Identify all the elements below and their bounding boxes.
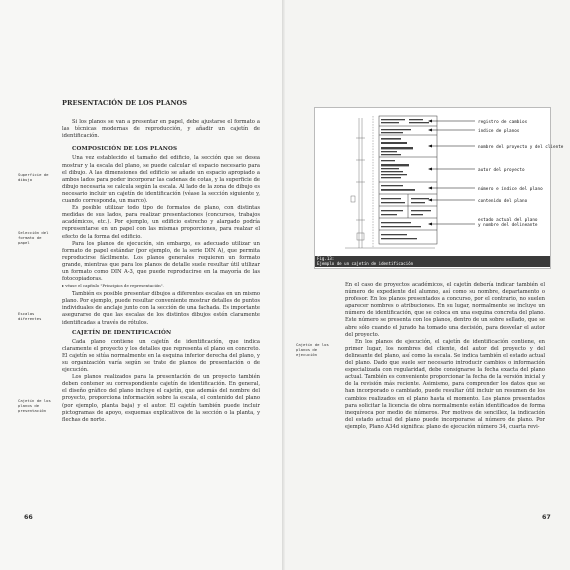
cross-reference: ▸ véase el capítulo "Principios de representación". (62, 283, 164, 289)
paragraph: Los planos realizados para la presentación de un proyecto también deben contener su correspondiente cajetín de identificación. En general, el diseño gráfico del plano incluye el cajetín, que además del nombre del proyecto, proporciona información sobre la escala, el contenido del plano (por ejemplo, planta baja) y el autor. El cajetín también puede incluir pictogramas de apoyo, esquemas explicativos de la sección o la planta, y flechas de norte. (62, 374, 260, 423)
callout-label: índice de planos (478, 129, 520, 134)
callout-label: nombre del proyecto y del cliente (478, 145, 564, 150)
page-number: 66 (24, 514, 33, 521)
callout-label: número e índice del plano (478, 187, 543, 192)
callout-label: autor del proyecto (478, 168, 525, 173)
right-page-text (345, 282, 545, 431)
section-heading-cajetin: CAJETÍN DE IDENTIFICACIÓN (72, 329, 172, 336)
left-page-text (62, 100, 260, 424)
side-note: Cajetín de los planos de presentación (18, 398, 51, 413)
callout-label: contenido del plano (478, 199, 528, 204)
paragraph: Una vez establecido el tamaño del edificio, la sección que se desea mostrar y la escala del plano, se puede calcular el espacio necesario para el dibujo. A las dimensiones del edificio se añade un espacio apropiado a ambos lados para poder incorporar las cadenas de cotas, y la superficie de dibujo necesaria se calcula según la escala. Al lado de la zona de dibujo es necesario incluir un cajetín de identificación (véase la sección siguiente y, cuando corresponda, un marco). (62, 155, 260, 205)
paragraph: En el caso de proyectos académicos, el cajetín debería indicar también el número de expediente del alumno, así como su nombre, departamento o profesor. En los planos presentados a concurso, por el contrario, no suelen aparecer nombres o atribuciones. En su lugar, normalmente se incluye un número de identificación, que se coloca en una esquina concreta del plano. Este número se presenta con los planos, dentro de un sobre sellado, que se abre sólo cuando el jurado ha tomado una decisión, para desvelar el autor del proyecto. (345, 282, 545, 338)
side-note: Superficie de dibujo (18, 172, 49, 182)
side-note: Cajetín de los planos de ejecución (296, 342, 329, 357)
paragraph: Es posible utilizar todo tipo de formatos de plano, con distintas medidas de sus lados, para realizar presentaciones (concursos, trabajos académicos, etc.). Por ejemplo, un edificio estrecho y alargado podría representarse en un papel con las mismas proporciones, para realzar el efecto de la forma del edificio. (62, 205, 260, 240)
paragraph: Para los planos de ejecución, sin embargo, es adecuado utilizar un formato de papel estándar (por ejemplo, de la serie DIN A), que permita reproducirse fácilmente. Los planos generales requieren un formato grande, mientras que para los planos de detalle suele resultar útil utilizar un formato como DIN A-3, que puede reproducirse en la mayoría de las fotocopiadoras. (62, 240, 260, 283)
figure-caption: Fig.13: Ejemplo de un cajetín de identificación (315, 256, 550, 267)
side-note: Escalas diferentes (18, 311, 42, 321)
paragraph: También es posible presentar dibujos a diferentes escalas en un mismo plano. Por ejemplo, puede resultar conveniente mostrar detalles de puntos individuales de anclaje junto con la sección de una fachada. Es importante asegurarse de que las escalas de los distintos dibujos estén claramente identificadas a través de rótulos. (62, 291, 260, 326)
side-note: Selección del formato de papel (18, 230, 49, 245)
title-block-drawing (315, 108, 564, 255)
paragraph: Cada plano contiene un cajetín de identificación, que indica claramente el proyecto y los detalles que representa el plano en concreto. El cajetín se sitúa normalmente en la esquina inferior derecha del plano, y su organización varía según se trate de planos de presentación o de ejecución. (62, 338, 260, 374)
figure-title-block (314, 107, 564, 269)
intro-paragraph: Si los planos se van a presentar en papel, debe ajustarse el formato a las técnicas modernas de reproducción, y añadir un cajetín de identificación. (62, 119, 260, 140)
paragraph: En los planos de ejecución, el cajetín de identificación contiene, en primer lugar, los nombres del cliente, del autor del proyecto y del delineante del plano, así como la escala. Se indica también el estado actual del plano. Dado que suele ser necesario introducir cambios o información especializada con regularidad, debe consignarse la fecha exacta del plano actual. También es conveniente proporcionar la fecha de la versión inicial y de la revisión más reciente. Asimismo, para comprender los datos que se han incorporado o cambiado, puede resultar útil incluir un resumen de los cambios realizados en el plano hasta el momento. Los planos presentados para solicitar la licencia de obra normalmente están identificados de forma inequívoca por medio de números. Por motivos de sencillez, la indicación del estado actual del plano puede incorporarse al número de plano. Por ejemplo, Plano A34d significa: plano de ejecución número 34, cuarta revi- (345, 338, 545, 430)
page-number: 67 (542, 514, 551, 521)
right-page (285, 0, 570, 570)
section-heading-composicion: COMPOSICIÓN DE LOS PLANOS (72, 146, 178, 153)
callout-label: registro de cambios (478, 120, 528, 125)
page-title: PRESENTACIÓN DE LOS PLANOS (62, 99, 188, 107)
callout-label: estado actual del plano y nombre del delineante (478, 218, 538, 228)
